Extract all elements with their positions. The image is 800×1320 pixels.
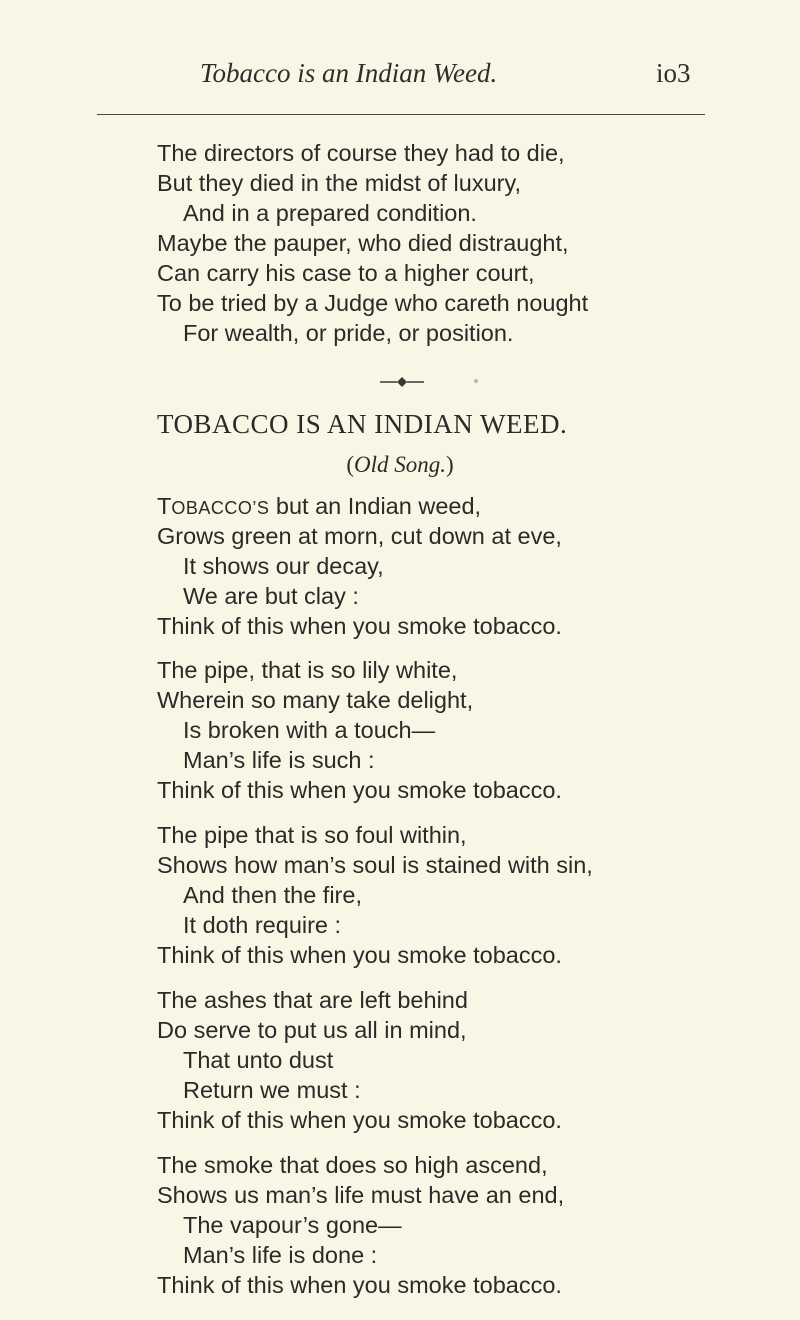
- poem-title: TOBACCO IS AN INDIAN WEED.: [157, 409, 568, 439]
- verse-line: The vapour’s gone—: [183, 1212, 402, 1238]
- verse-line: Man’s life is such :: [183, 747, 375, 773]
- verse-line: But they died in the midst of luxury,: [157, 170, 521, 196]
- verse-line: Man’s life is done :: [183, 1242, 378, 1268]
- verse-line: Think of this when you smoke tobacco.: [157, 1272, 562, 1298]
- first-word-rest: OBACCO’S: [171, 498, 270, 518]
- page-number: io3: [656, 58, 691, 88]
- verse-line: To be tried by a Judge who careth nought: [157, 290, 589, 316]
- verse-line: It doth require :: [183, 912, 342, 938]
- verse-line: The ashes that are left behind: [157, 987, 468, 1013]
- verse-line: We are but clay :: [183, 583, 359, 609]
- poem-subtitle: [0, 452, 800, 478]
- first-line: [157, 491, 481, 523]
- verse-line: Shows us man’s life must have an end,: [157, 1182, 565, 1208]
- header-rule: [97, 114, 705, 115]
- verse-line: Think of this when you smoke tobacco.: [157, 777, 562, 803]
- verse-line: Wherein so many take delight,: [157, 687, 474, 713]
- paper-speck: [474, 379, 478, 383]
- first-line-rest: but an Indian weed,: [269, 493, 482, 519]
- verse-line: Think of this when you smoke tobacco.: [157, 1107, 562, 1133]
- verse-line: Think of this when you smoke tobacco.: [157, 613, 562, 639]
- verse-line: Can carry his case to a higher court,: [157, 260, 535, 286]
- verse-line: Maybe the pauper, who died distraught,: [157, 230, 569, 256]
- subtitle-close-paren: ): [446, 452, 454, 477]
- running-header: [0, 58, 800, 98]
- verse-line: The pipe, that is so lily white,: [157, 657, 458, 683]
- verse-line: The pipe that is so foul within,: [157, 822, 467, 848]
- verse-line: And in a prepared condition.: [183, 200, 477, 226]
- running-title: Tobacco is an Indian Weed.: [200, 58, 498, 88]
- diamond-divider-icon: [380, 376, 424, 388]
- verse-line: Return we must :: [183, 1077, 361, 1103]
- verse-line: And then the fire,: [183, 882, 362, 908]
- verse-line: For wealth, or pride, or position.: [183, 320, 514, 346]
- verse-line: Is broken with a touch—: [183, 717, 436, 743]
- verse-line: Shows how man’s soul is stained with sin,: [157, 852, 593, 878]
- verse-line: Grows green at morn, cut down at eve,: [157, 523, 562, 549]
- verse-line: That unto dust: [183, 1047, 334, 1073]
- subtitle-open-paren: (: [346, 452, 354, 477]
- subtitle-text: Old Song.: [354, 452, 446, 477]
- verse-line: The directors of course they had to die,: [157, 140, 565, 166]
- verse-line: It shows our decay,: [183, 553, 384, 579]
- verse-line: Do serve to put us all in mind,: [157, 1017, 467, 1043]
- verse-line: The smoke that does so high ascend,: [157, 1152, 548, 1178]
- verse-line: Think of this when you smoke tobacco.: [157, 942, 562, 968]
- first-word-lead: T: [157, 493, 172, 519]
